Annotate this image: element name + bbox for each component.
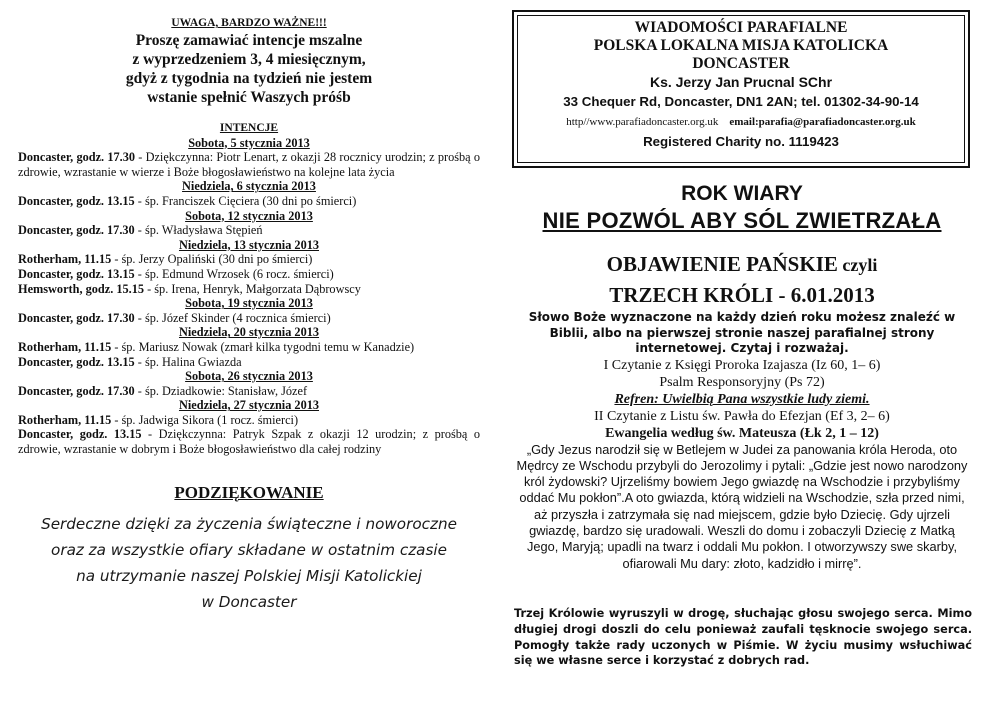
intention-text: - śp. Irena, Henryk, Małgorzata Dąbrowscy xyxy=(144,281,361,296)
intention-entry xyxy=(18,252,480,267)
intention-place: Hemsworth, godz. 15.15 xyxy=(18,281,145,296)
priest-name: Ks. Jerzy Jan Prucnal SChr xyxy=(649,74,833,90)
intention-entry xyxy=(18,340,480,355)
notice xyxy=(18,16,480,107)
notice-heading: UWAGA, BARDZO WAŻNE!!! xyxy=(171,17,327,29)
refrain: Refren: Uwielbią Pana wszystkie ludy ziemi. xyxy=(614,391,870,407)
gospel-heading: Ewangelia według św. Mateusza (Łk 2, 1 – 12) xyxy=(605,425,879,441)
intention-place: Doncaster, godz. 17.30 xyxy=(18,150,136,165)
psalm: Psalm Responsoryjny (Ps 72) xyxy=(659,374,825,390)
intentions-list xyxy=(18,136,480,457)
intention-entry xyxy=(18,311,480,326)
thanks-heading: PODZIĘKOWANIE xyxy=(174,482,324,502)
intention-date: Sobota, 26 stycznia 2013 xyxy=(185,369,313,384)
intention-text: - śp. Władysława Stępień xyxy=(134,223,263,238)
intention-entry xyxy=(18,223,480,238)
website-link[interactable]: http//www.parafiadoncaster.org.uk xyxy=(566,116,719,128)
intention-text: - śp. Halina Gwiazda xyxy=(134,354,242,369)
intention-entry xyxy=(18,194,480,209)
readings-section xyxy=(508,310,976,572)
intention-text: - śp. Dziadkowie: Stanisław, Józef xyxy=(134,383,308,398)
intention-text: - Dziękczynna: Patryk Szpak z okazji 12 urodzin; z prośbą o zdrowie, wzrastanie w dobrym i Boże błogosławieństwo dla całej rodziny xyxy=(18,427,480,457)
intention-entry xyxy=(18,355,480,370)
intention-entry xyxy=(18,384,480,399)
thanks-line: oraz za wszystkie ofiary składane w ostatnim czasie xyxy=(51,540,447,559)
thanks-line: Serdeczne dzięki za życzenia świąteczne i noworoczne xyxy=(41,514,457,533)
intention-text: - śp. Jadwiga Sikora (1 rocz. śmierci) xyxy=(111,412,299,427)
intention-place: Doncaster, godz. 17.30 xyxy=(18,310,135,325)
intention-place: Doncaster, godz. 13.15 xyxy=(18,193,135,208)
first-reading: I Czytanie z Księgi Proroka Izajasza (Iz 60, 1– 6) xyxy=(603,357,881,373)
intention-date: Sobota, 19 stycznia 2013 xyxy=(185,296,313,311)
town-name: DONCASTER xyxy=(692,55,790,72)
intentions-heading: INTENCJE xyxy=(219,122,279,134)
intention-place: Doncaster, godz. 17.30 xyxy=(18,383,135,398)
notice-line: gdyż z tygodnia na tydzień nie jestem xyxy=(125,70,373,87)
intention-place: Doncaster, godz. 13.15 xyxy=(18,266,135,281)
left-column xyxy=(18,0,480,615)
notice-line: Proszę zamawiać intencje mszalne xyxy=(135,32,363,49)
mission-name: POLSKA LOKALNA MISJA KATOLICKA xyxy=(593,37,889,54)
intention-text: - śp. Mariusz Nowak (zmarł kilka tygodni temu w Kanadzie) xyxy=(111,339,415,354)
intention-date: Niedziela, 20 stycznia 2013 xyxy=(178,325,320,340)
feast-date: TRZECH KRÓLI - 6.01.2013 xyxy=(609,283,875,307)
notice-line: z wyprzedzeniem 3, 4 miesięcznym, xyxy=(132,51,366,68)
motto: NIE POZWÓL ABY SÓL ZWIETRZAŁA xyxy=(542,208,942,233)
intention-entry xyxy=(18,282,480,297)
thanks-line: na utrzymanie naszej Polskiej Misji Katolickiej xyxy=(76,566,422,585)
thanks-line: w Doncaster xyxy=(201,592,297,611)
intention-text: - śp. Franciszek Cięciera (30 dni po śmierci) xyxy=(134,193,357,208)
intention-entry xyxy=(18,150,480,179)
intention-text: - śp. Edmund Wrzosek (6 rocz. śmierci) xyxy=(134,266,334,281)
email-label: email: xyxy=(729,116,759,128)
intention-entry xyxy=(18,427,480,456)
intention-place: Rotherham, 11.15 xyxy=(18,252,112,267)
intention-text: - Dziękczynna: Piotr Lenart, z okazji 28 rocznicy urodzin; z prośbą o zdrowie, wzrastanie w wierze i Boże błogosławieństwo na kolejne lata życia xyxy=(18,150,480,179)
feast-title xyxy=(508,249,976,310)
address: 33 Chequer Rd, Doncaster, DN1 2AN; tel. 01302-34-90-14 xyxy=(563,94,919,109)
charity-number: Registered Charity no. 1119423 xyxy=(643,134,839,149)
closing-reflection: Trzej Królowie wyruszyli w drogę, słuchając głosu swojego serca. Mimo długiej drogi doszli do celu ponieważ zaufali tęsknocie swojego serca. Pomogły także rady uczonych w Piśmie. W życiu musimy wsłuchiwać się we własne serce i korzystać z dobrych rad. xyxy=(514,607,972,668)
intention-date: Sobota, 12 stycznia 2013 xyxy=(185,208,313,223)
intention-place: Doncaster, godz. 13.15 xyxy=(18,354,135,369)
gospel-text: „Gdy Jezus narodził się w Betlejem w Judei za panowania króla Heroda, oto Mędrcy ze Wschodu przybyli do Jerozolimy i pytali: „Gdzie jest nowo narodzony król żydowski? Ujrzeliśmy bowiem Jego gwiazdę na Wschodzie i przybyliśmy oddać Mu pokłon”.A oto gwiazda, którą widzieli na Wschodzie, szła przed nimi, aż przyszła i zatrzymała się nad miejscem, gdzie było Dziecię. Gdy ujrzeli gwiazdę, bardzo się uradowali. Weszli do domu i zobaczyli Dziecię z Matką Jego, Maryją; upadli na twarz i oddali Mu pokłon. I otworzywszy swe skarby, ofiarowali Mu dary: złoto, kadzidło i mirrę”. xyxy=(516,441,968,571)
intention-date: Niedziela, 6 stycznia 2013 xyxy=(182,179,316,194)
contact-line xyxy=(514,112,968,132)
intention-place: Rotherham, 11.15 xyxy=(18,339,112,354)
intention-entry xyxy=(18,413,480,428)
parish-header-box xyxy=(512,10,970,168)
bible-note: Słowo Boże wyznaczone na każdy dzień roku możesz znaleźć w Biblii, albo na pierwszej stronie naszej parafialnej strony internetowej. Czytaj i rozważaj. xyxy=(528,310,956,355)
notice-line: wstanie spełnić Waszych próśb xyxy=(147,89,351,106)
intention-place: Doncaster, godz. 17.30 xyxy=(18,223,135,238)
intention-text: - śp. Jerzy Opaliński (30 dni po śmierci) xyxy=(111,252,313,267)
intention-date: Sobota, 5 stycznia 2013 xyxy=(188,135,310,150)
email-link[interactable]: parafia@parafiadoncaster.org.uk xyxy=(758,116,916,128)
feast-connector: czyli xyxy=(837,255,878,275)
year-of-faith-title: ROK WIARY xyxy=(681,182,803,205)
second-reading: II Czytanie z Listu św. Pawła do Efezjan (Ef 3, 2– 6) xyxy=(594,408,890,424)
intention-text: - śp. Józef Skinder (4 rocznica śmierci) xyxy=(134,310,331,325)
newsletter-title: WIADOMOŚCI PARAFIALNE xyxy=(634,19,848,36)
intention-entry xyxy=(18,267,480,282)
intention-place: Rotherham, 11.15 xyxy=(18,412,112,427)
intention-date: Niedziela, 27 stycznia 2013 xyxy=(178,398,320,413)
intention-date: Niedziela, 13 stycznia 2013 xyxy=(178,237,320,252)
intention-place: Doncaster, godz. 13.15 xyxy=(18,427,142,442)
intentions-section xyxy=(18,121,480,457)
thanks-text xyxy=(18,511,480,615)
feast-name: OBJAWIENIE PAŃSKIE xyxy=(606,252,838,276)
